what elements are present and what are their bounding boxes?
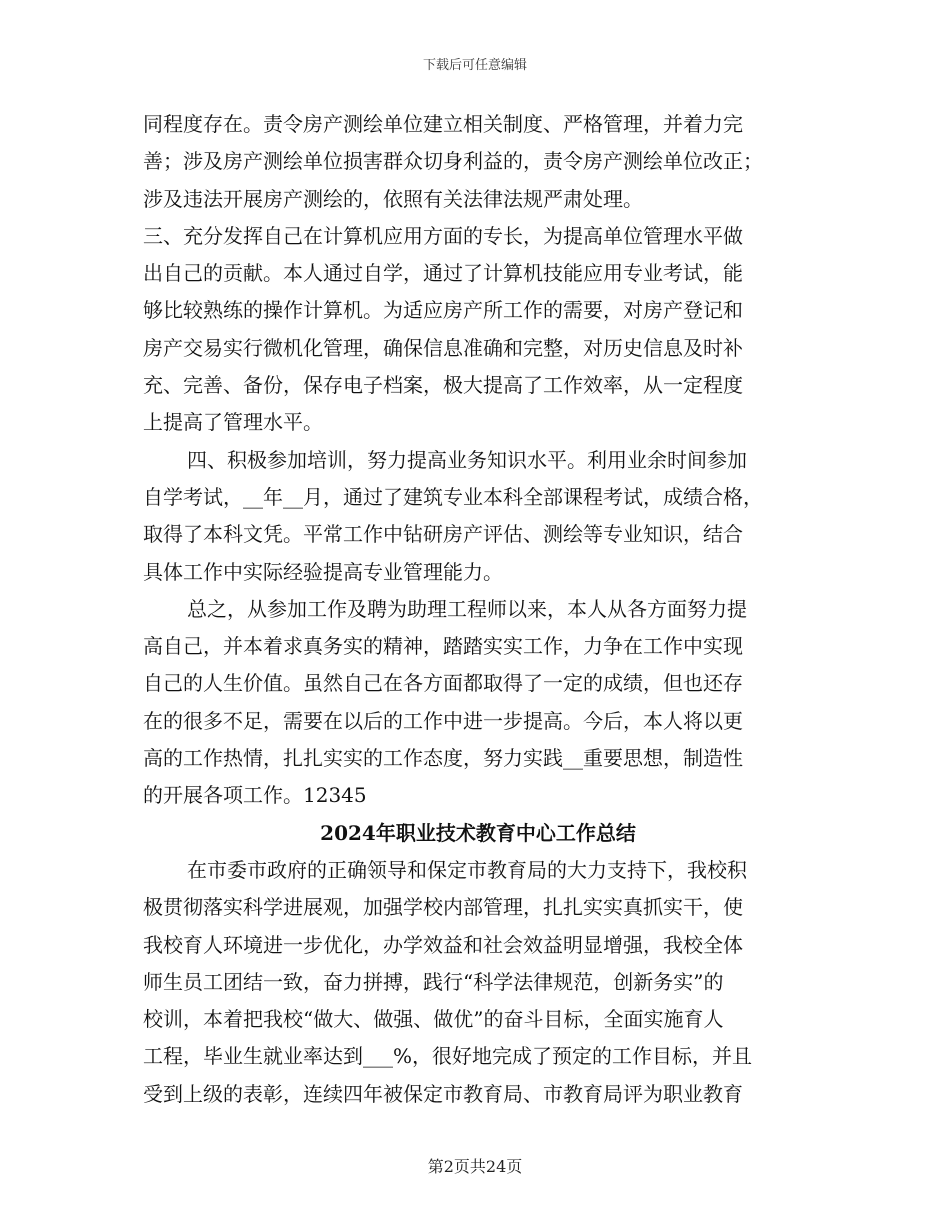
- body-line: 的开展各项工作。12345: [143, 783, 367, 808]
- body-line: 够比较熟练的操作计算机。为适应房产所工作的需要，对房产登记和: [143, 298, 743, 323]
- body-line: 具体工作中实际经验提高专业管理能力。: [143, 559, 503, 584]
- body-line: 同程度存在。责令房产测绘单位建立相关制度、严格管理，并着力完: [143, 112, 743, 136]
- body-line: 师生员工团结一致，奋力拼搏，践行“科学法律规范，创新务实”的: [143, 969, 724, 994]
- page-number: 第2页共24页: [427, 1157, 523, 1176]
- page-header: 下载后可任意编辑: [422, 58, 527, 73]
- body-line: 充、完善、备份，保存电子档案，极大提高了工作效率，从一定程度: [143, 373, 743, 398]
- body-line: 自己的人生价值。虽然自己在各方面都取得了一定的成绩，但也还存: [143, 671, 743, 696]
- body-line: 高的工作热情，扎扎实实的工作态度，努力实践__重要思想，制造性: [143, 746, 743, 771]
- body-line: 涉及违法开展房产测绘的，依照有关法律法规严肃处理。: [143, 186, 643, 211]
- body-line: 自学考试，__年__月，通过了建筑专业本科全部课程考试，成绩合格，: [143, 484, 763, 509]
- body-line: 四、积极参加培训，努力提高业务知识水平。利用业余时间参加: [187, 447, 747, 472]
- section-title: 2024年职业技术教育中心工作总结: [320, 820, 636, 845]
- body-line: 校训，本着把我校“做大、做强、做优”的奋斗目标，全面实施育人: [143, 1007, 724, 1032]
- body-line: 高自己，并本着求真务实的精神，踏踏实实工作，力争在工作中实现: [143, 634, 743, 659]
- body-line: 受到上级的表彰，连续四年被保定市教育局、市教育局评为职业教育: [143, 1081, 743, 1106]
- body-line: 三、充分发挥自己在计算机应用方面的专长，为提高单位管理水平做: [143, 223, 743, 248]
- document-body: [143, 106, 803, 1113]
- body-line: 工程，毕业生就业率达到___%，很好地完成了预定的工作目标，并且: [143, 1044, 753, 1069]
- body-line: 善；涉及房产测绘单位损害群众切身利益的，责令房产测绘单位改正；: [143, 149, 763, 174]
- body-line: 总之，从参加工作及聘为助理工程师以来，本人从各方面努力提: [187, 596, 747, 621]
- body-line: 房产交易实行微机化管理，确保信息准确和完整，对历史信息及时补: [143, 335, 743, 360]
- body-line: 我校育人环境进一步优化，办学效益和社会效益明显增强，我校全体: [143, 932, 743, 957]
- body-line: 上提高了管理水平。: [143, 410, 323, 435]
- body-line: 极贯彻落实科学进展观，加强学校内部管理，扎扎实实真抓实干，使: [143, 895, 743, 920]
- body-line: 在市委市政府的正确领导和保定市教育局的大力支持下，我校积: [187, 857, 747, 882]
- body-line: 出自己的贡献。本人通过自学，通过了计算机技能应用专业考试，能: [143, 261, 743, 286]
- body-line: 取得了本科文凭。平常工作中钻研房产评估、测绘等专业知识，结合: [143, 522, 743, 547]
- body-line: 在的很多不足，需要在以后的工作中进一步提高。今后，本人将以更: [143, 708, 743, 733]
